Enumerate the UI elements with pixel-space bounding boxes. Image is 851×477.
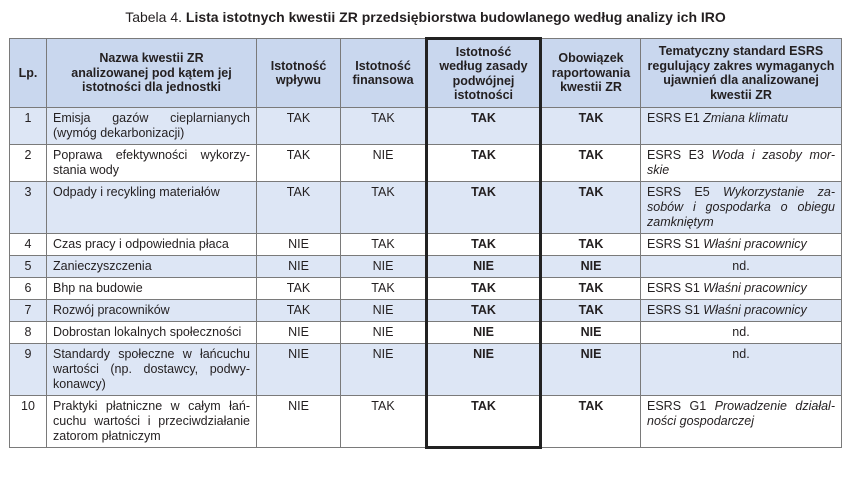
standard-name: Wykorzystanie za-sobów i gospodarka o obiegu zamkniętym xyxy=(647,185,835,229)
cell-reporting: NIE xyxy=(541,256,641,278)
header-name: Nazwa kwestii ZR analizowanej pod kątem jej istotności dla jednostki xyxy=(47,39,257,108)
caption-prefix: Tabela 4. xyxy=(125,9,183,25)
cell-name: Dobrostan lokalnych społeczności xyxy=(47,322,257,344)
table-row xyxy=(10,256,842,278)
cell-name: Emisja gazów cieplarnianych (wymóg dekarbonizacji) xyxy=(47,108,257,145)
standard-name: Prowadzenie działal-ności gospodarczej xyxy=(647,399,835,428)
standard-code: ESRS S1 xyxy=(647,303,700,317)
standard-name: nd. xyxy=(732,347,750,361)
cell-name: Poprawa efektywności wykorzy-stania wody xyxy=(47,145,257,182)
standard-code: ESRS G1 xyxy=(647,399,707,413)
cell-standard xyxy=(641,234,842,256)
cell-lp: 3 xyxy=(10,182,47,234)
cell-double: TAK xyxy=(427,108,541,145)
cell-reporting: NIE xyxy=(541,344,641,396)
cell-financial: TAK xyxy=(341,396,427,448)
standard-name: nd. xyxy=(732,259,750,273)
cell-reporting: TAK xyxy=(541,182,641,234)
cell-double: TAK xyxy=(427,182,541,234)
cell-financial: NIE xyxy=(341,322,427,344)
cell-standard xyxy=(641,300,842,322)
table-row xyxy=(10,396,842,448)
cell-double: TAK xyxy=(427,300,541,322)
cell-double: TAK xyxy=(427,145,541,182)
cell-impact: TAK xyxy=(257,145,341,182)
cell-standard xyxy=(641,322,842,344)
cell-standard xyxy=(641,145,842,182)
cell-standard xyxy=(641,396,842,448)
header-row xyxy=(10,39,842,108)
standard-name: nd. xyxy=(732,325,750,339)
cell-name: Odpady i recykling materiałów xyxy=(47,182,257,234)
cell-name: Standardy społeczne w łańcuchu wartości (np. dostawcy, podwy-konawcy) xyxy=(47,344,257,396)
standard-code: ESRS S1 xyxy=(647,281,700,295)
caption-title: Lista istotnych kwestii ZR przedsiębiorstwa budowlanego według analizy ich IRO xyxy=(185,9,726,25)
cell-financial: TAK xyxy=(341,182,427,234)
cell-lp: 8 xyxy=(10,322,47,344)
cell-impact: NIE xyxy=(257,344,341,396)
table-caption xyxy=(0,9,851,25)
cell-name: Czas pracy i odpowiednia płaca xyxy=(47,234,257,256)
cell-lp: 9 xyxy=(10,344,47,396)
table-row xyxy=(10,300,842,322)
cell-name: Zanieczyszczenia xyxy=(47,256,257,278)
cell-reporting: TAK xyxy=(541,234,641,256)
cell-financial: NIE xyxy=(341,145,427,182)
cell-impact: NIE xyxy=(257,234,341,256)
cell-double: NIE xyxy=(427,256,541,278)
cell-lp: 10 xyxy=(10,396,47,448)
header-lp: Lp. xyxy=(10,39,47,108)
table-row xyxy=(10,145,842,182)
standard-name: Zmiana klimatu xyxy=(703,111,789,125)
materiality-table xyxy=(9,37,842,449)
cell-financial: TAK xyxy=(341,234,427,256)
cell-double: TAK xyxy=(427,396,541,448)
cell-reporting: TAK xyxy=(541,396,641,448)
cell-financial: NIE xyxy=(341,344,427,396)
cell-name: Praktyki płatniczne w całym łań-cuchu wartości i przeciwdziałanie zatorom płatniczym xyxy=(47,396,257,448)
cell-standard xyxy=(641,256,842,278)
header-financial: Istotność finansowa xyxy=(341,39,427,108)
cell-impact: TAK xyxy=(257,300,341,322)
cell-lp: 4 xyxy=(10,234,47,256)
cell-impact: NIE xyxy=(257,256,341,278)
cell-standard xyxy=(641,344,842,396)
cell-reporting: NIE xyxy=(541,322,641,344)
header-reporting: Obowiązek raportowania kwestii ZR xyxy=(541,39,641,108)
cell-impact: TAK xyxy=(257,278,341,300)
standard-code: ESRS E3 xyxy=(647,148,704,162)
cell-impact: TAK xyxy=(257,182,341,234)
standard-code: ESRS S1 xyxy=(647,237,700,251)
cell-lp: 2 xyxy=(10,145,47,182)
cell-financial: NIE xyxy=(341,256,427,278)
table-row xyxy=(10,182,842,234)
cell-reporting: TAK xyxy=(541,145,641,182)
header-double: Istotność według zasady podwójnej istotności xyxy=(427,39,541,108)
cell-double: NIE xyxy=(427,344,541,396)
cell-impact: TAK xyxy=(257,108,341,145)
header-standard: Tematyczny standard ESRS regulujący zakres wymaganych ujawnień dla analizowanej kwestii ZR xyxy=(641,39,842,108)
cell-double: NIE xyxy=(427,322,541,344)
cell-impact: NIE xyxy=(257,322,341,344)
cell-double: TAK xyxy=(427,234,541,256)
table-row xyxy=(10,344,842,396)
cell-financial: TAK xyxy=(341,108,427,145)
standard-code: ESRS E5 xyxy=(647,185,710,199)
cell-lp: 6 xyxy=(10,278,47,300)
standard-code: ESRS E1 xyxy=(647,111,700,125)
table-row xyxy=(10,234,842,256)
cell-reporting: TAK xyxy=(541,300,641,322)
table-row xyxy=(10,108,842,145)
cell-name: Rozwój pracowników xyxy=(47,300,257,322)
standard-name: Właśni pracownicy xyxy=(703,303,807,317)
standard-name: Woda i zasoby mor-skie xyxy=(647,148,835,177)
cell-impact: NIE xyxy=(257,396,341,448)
cell-standard xyxy=(641,108,842,145)
cell-financial: NIE xyxy=(341,300,427,322)
cell-lp: 7 xyxy=(10,300,47,322)
cell-standard xyxy=(641,278,842,300)
standard-name: Właśni pracownicy xyxy=(703,281,807,295)
cell-name: Bhp na budowie xyxy=(47,278,257,300)
table-row xyxy=(10,322,842,344)
cell-lp: 1 xyxy=(10,108,47,145)
table-row xyxy=(10,278,842,300)
cell-reporting: TAK xyxy=(541,278,641,300)
standard-name: Właśni pracownicy xyxy=(703,237,807,251)
cell-standard xyxy=(641,182,842,234)
cell-financial: TAK xyxy=(341,278,427,300)
cell-double: TAK xyxy=(427,278,541,300)
header-impact: Istotność wpływu xyxy=(257,39,341,108)
cell-lp: 5 xyxy=(10,256,47,278)
cell-reporting: TAK xyxy=(541,108,641,145)
